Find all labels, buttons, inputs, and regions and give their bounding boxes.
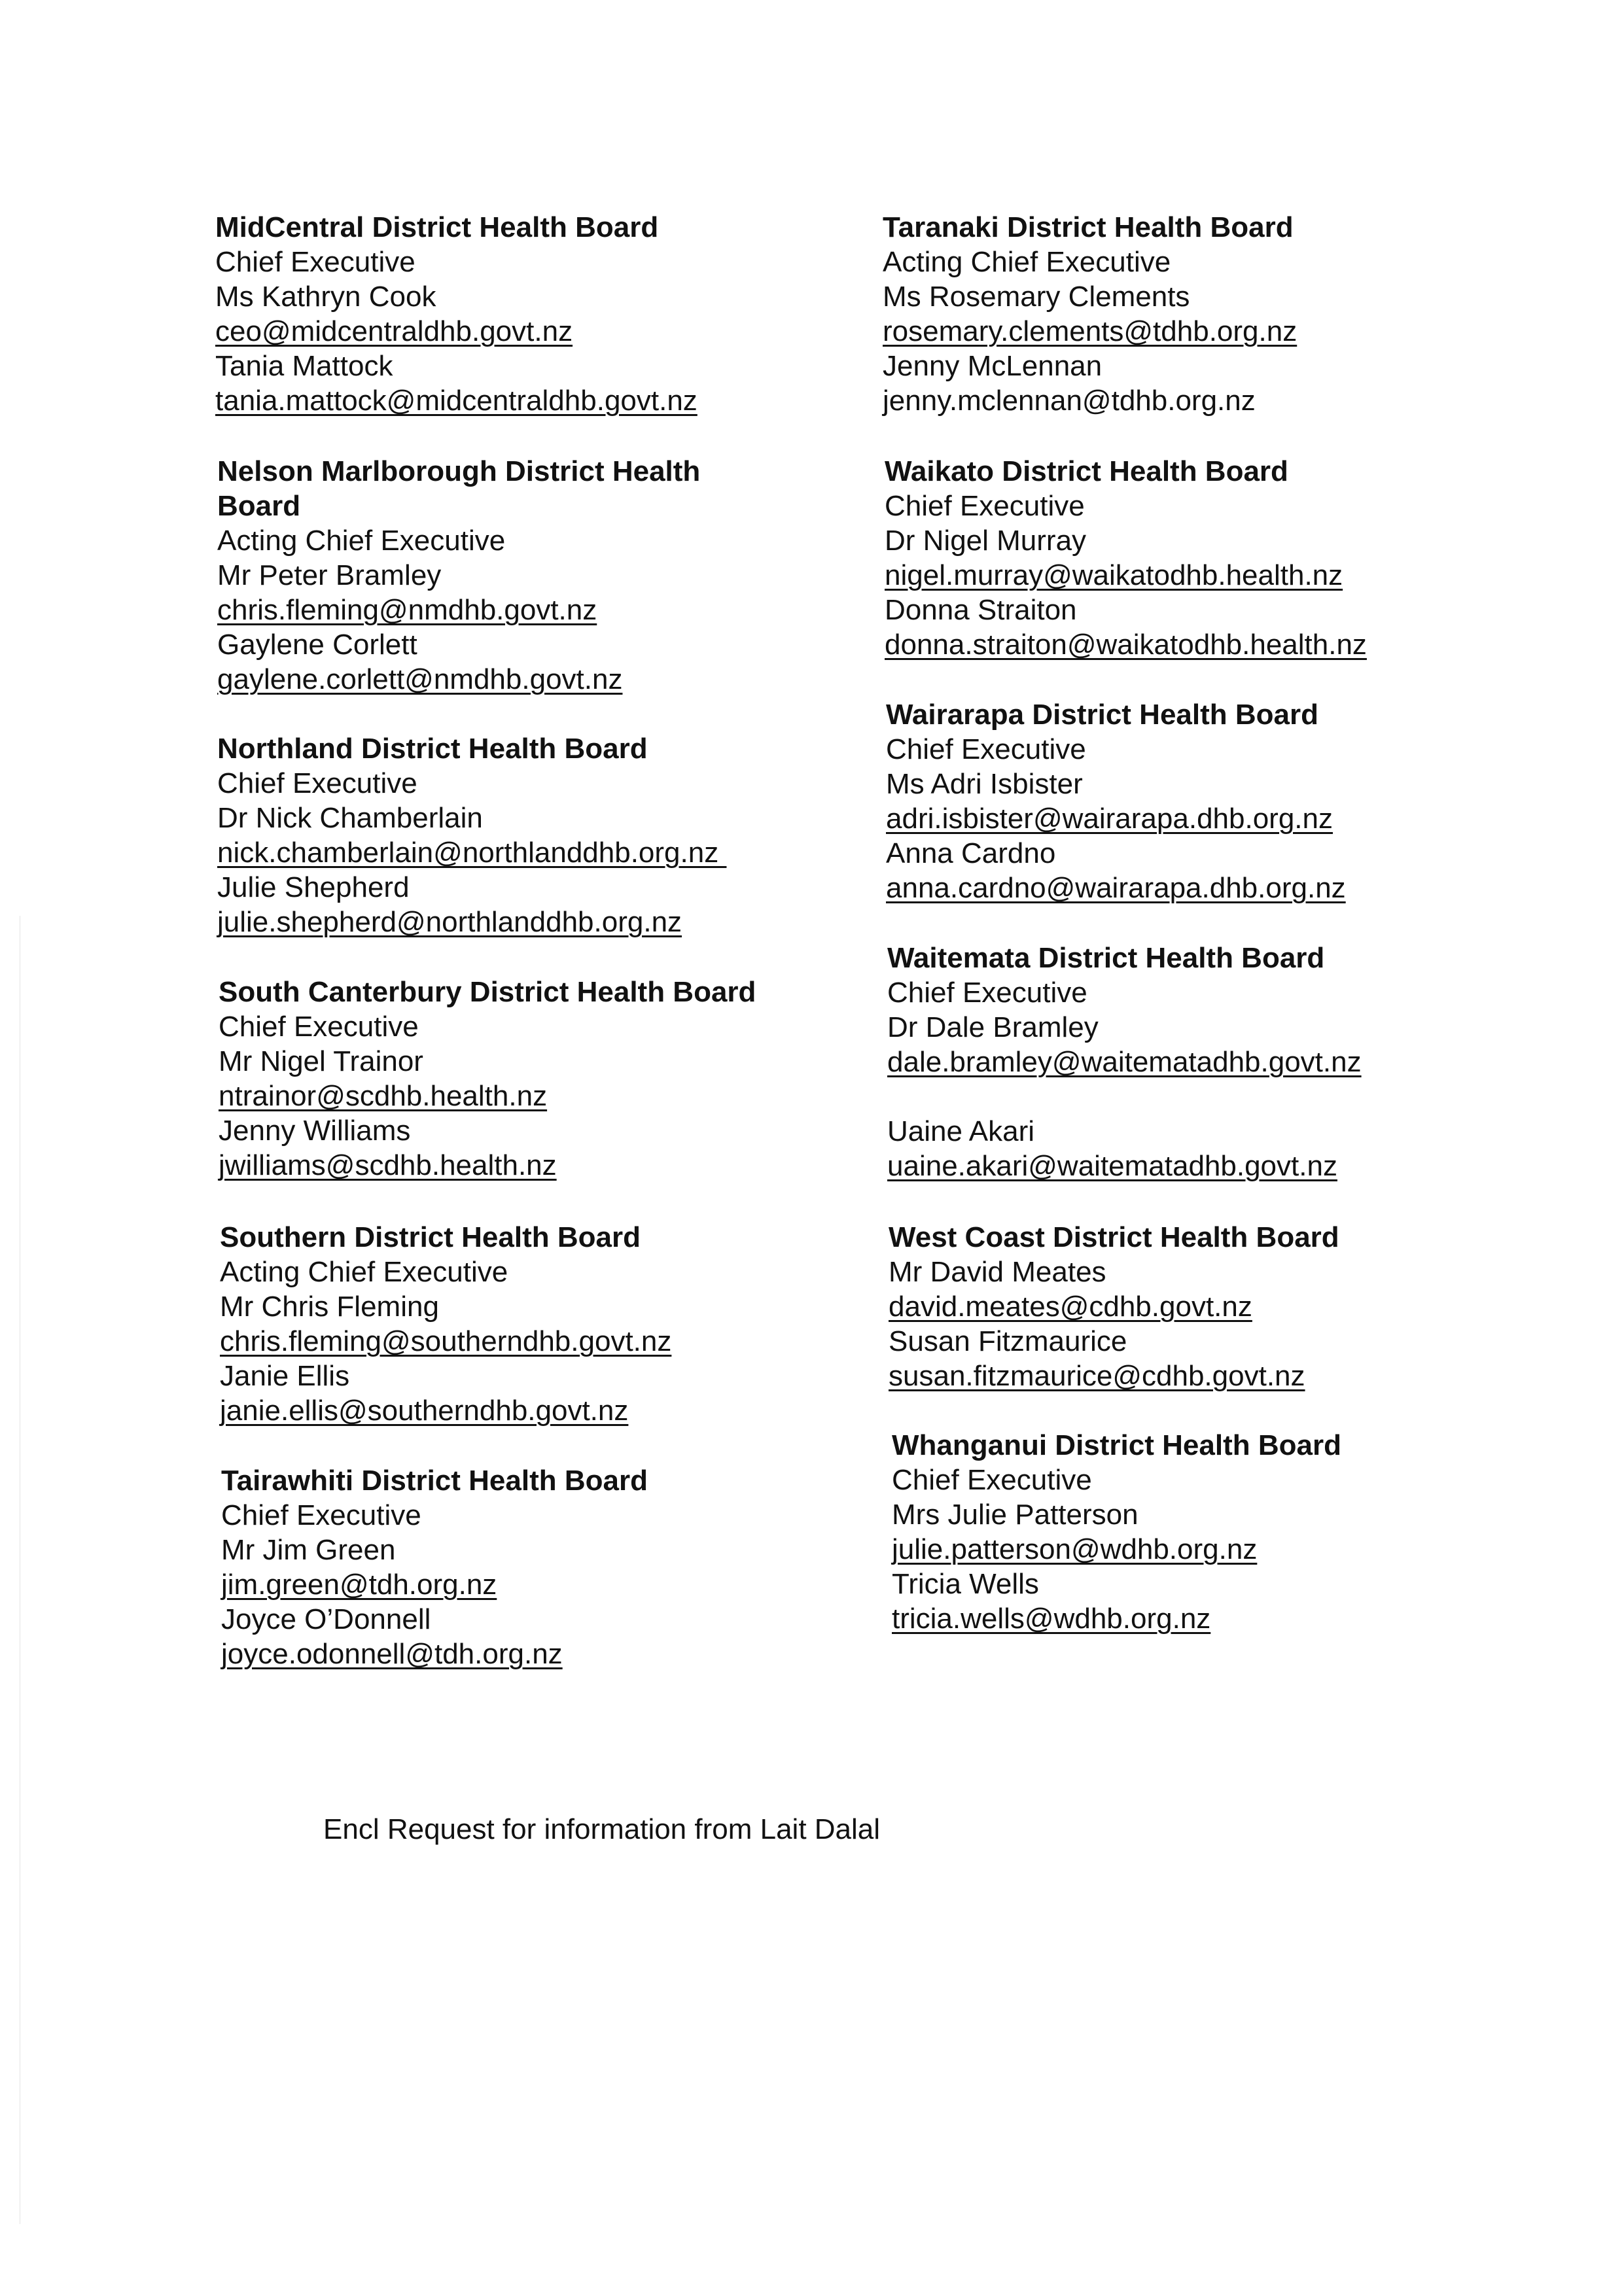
board-contact-block [219,975,756,1183]
contact-line: Janie Ellis [220,1360,350,1392]
contact-line: Ms Rosemary Clements [883,281,1190,313]
email-link[interactable]: nick.chamberlain@northlanddhb.org.nz [217,837,727,869]
email-link[interactable]: chris.fleming@nmdhb.govt.nz [217,594,597,626]
board-name: Board [217,490,301,522]
contact-line: Mr Chris Fleming [220,1291,439,1323]
board-name: Northland District Health Board [217,733,648,765]
board-contact-block [217,731,726,939]
board-contact-block [221,1463,648,1671]
board-name: Taranaki District Health Board [883,211,1294,243]
contact-line: Jenny McLennan [883,350,1103,382]
board-name: Waikato District Health Board [885,455,1288,487]
contact-line: Acting Chief Executive [220,1256,508,1288]
contact-line: Dr Nick Chamberlain [217,802,483,834]
board-contact-block [887,941,1362,1183]
contact-line: Acting Chief Executive [883,246,1171,278]
email-link[interactable]: joyce.odonnell@tdh.org.nz [221,1638,563,1670]
contact-line: Dr Nigel Murray [885,525,1087,557]
email-link[interactable]: uaine.akari@waitematadhb.govt.nz [887,1150,1337,1182]
email-link[interactable]: susan.fitzmaurice@cdhb.govt.nz [889,1360,1305,1392]
board-contact-block [892,1428,1341,1636]
contact-line: Chief Executive [892,1464,1092,1496]
email-link[interactable]: jim.green@tdh.org.nz [221,1569,497,1601]
email-link[interactable]: chris.fleming@southerndhb.govt.nz [220,1325,672,1357]
email-link[interactable]: gaylene.corlett@nmdhb.govt.nz [217,663,623,695]
board-name: Wairarapa District Health Board [886,699,1318,731]
email-link[interactable]: rosemary.clements@tdhb.org.nz [883,315,1297,347]
board-name: Nelson Marlborough District Health [217,455,701,487]
contact-line: Mr Nigel Trainor [219,1045,423,1077]
contact-line: Dr Dale Bramley [887,1011,1099,1043]
board-contact-block [217,454,700,697]
board-contact-block [885,454,1367,662]
contact-line: Jenny Williams [219,1115,411,1147]
board-contact-block [889,1220,1339,1393]
email-link[interactable]: julie.shepherd@northlanddhb.org.nz [217,906,682,938]
contact-line: Acting Chief Executive [217,525,506,557]
contact-line: Mr David Meates [889,1256,1106,1288]
email-link[interactable]: dale.bramley@waitematadhb.govt.nz [887,1046,1362,1078]
contact-line: Ms Kathryn Cook [215,281,436,313]
email-link[interactable]: ntrainor@scdhb.health.nz [219,1080,548,1112]
board-name: Southern District Health Board [220,1221,641,1253]
contact-line [887,1079,1362,1114]
contact-line: Mr Jim Green [221,1534,396,1566]
contact-line: Mr Peter Bramley [217,559,442,591]
email-link[interactable]: anna.cardno@wairarapa.dhb.org.nz [886,872,1346,904]
email-link[interactable]: ceo@midcentraldhb.govt.nz [215,315,573,347]
board-name: West Coast District Health Board [889,1221,1339,1253]
contact-line: Chief Executive [221,1499,421,1531]
contact-line: Mrs Julie Patterson [892,1499,1139,1531]
board-name: MidCentral District Health Board [215,211,659,243]
contact-line: Julie Shepherd [217,871,410,903]
contact-line: Chief Executive [215,246,415,278]
contact-line: Ms Adri Isbister [886,768,1083,800]
contact-line: Tricia Wells [892,1568,1039,1600]
board-contact-block [886,697,1346,905]
contact-line: Uaine Akari [887,1115,1035,1147]
board-contact-block [220,1220,671,1428]
email-link[interactable]: julie.patterson@wdhb.org.nz [892,1533,1258,1565]
email-link[interactable]: david.meates@cdhb.govt.nz [889,1291,1252,1323]
board-name: Whanganui District Health Board [892,1429,1341,1461]
enclosure-note: Encl Request for information from Lait Dalal [323,1813,881,1845]
contact-line: Chief Executive [886,733,1086,765]
email-link[interactable]: nigel.murray@waikatodhb.health.nz [885,559,1343,591]
contact-line: Chief Executive [885,490,1085,522]
board-contact-block [215,210,697,418]
contact-line: Chief Executive [887,977,1087,1009]
contact-line: jenny.mclennan@tdhb.org.nz [883,385,1256,417]
email-link[interactable]: jwilliams@scdhb.health.nz [219,1149,557,1181]
contact-line: Anna Cardno [886,837,1056,869]
board-name: Tairawhiti District Health Board [221,1465,648,1497]
email-link[interactable]: donna.straiton@waikatodhb.health.nz [885,629,1367,661]
email-link[interactable]: janie.ellis@southerndhb.govt.nz [220,1395,629,1427]
contact-line: Joyce O’Donnell [221,1603,431,1635]
contact-line: Gaylene Corlett [217,629,417,661]
board-name: South Canterbury District Health Board [219,976,756,1008]
email-link[interactable]: tania.mattock@midcentraldhb.govt.nz [215,385,697,417]
contact-line: Chief Executive [217,767,417,799]
contact-line: Donna Straiton [885,594,1077,626]
contact-line: Susan Fitzmaurice [889,1325,1127,1357]
contact-line: Tania Mattock [215,350,393,382]
email-link[interactable]: tricia.wells@wdhb.org.nz [892,1603,1211,1635]
email-link[interactable]: adri.isbister@wairarapa.dhb.org.nz [886,803,1333,835]
contact-line: Chief Executive [219,1011,419,1043]
board-contact-block [883,210,1297,418]
board-name: Waitemata District Health Board [887,942,1325,974]
